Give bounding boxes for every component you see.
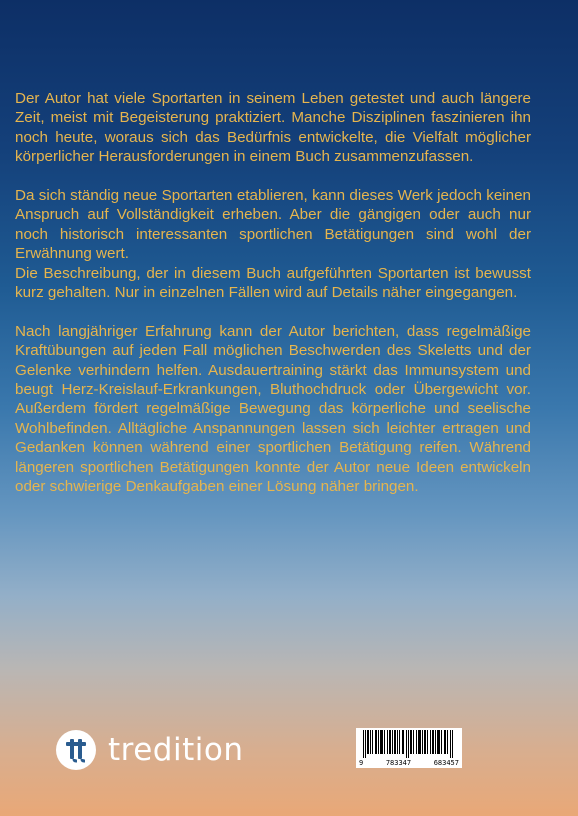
isbn-digits <box>356 759 462 767</box>
back-cover-blurb <box>15 89 531 497</box>
blurb-paragraph-1: Der Autor hat viele Sportarten in seinem Leben getestet und auch längere Zeit, meist mit Begeisterung praktiziert. Manche Disziplinen faszinieren ihn noch heute, woraus sich das Bedürfnis entwickelte, die Vielfalt möglicher körperlicher Herausforderungen in einem Buch zusammenzufassen. <box>15 90 531 166</box>
blurb-paragraph-3: Die Beschreibung, der in diesem Buch aufgeführten Sportarten ist bewusst kurz gehalten. Nur in einzelnen Fällen wird auf Details näher eingegangen. <box>15 264 531 302</box>
isbn-barcode <box>356 728 462 768</box>
publisher-name: tredition <box>108 732 244 768</box>
publisher-logo <box>56 730 243 770</box>
barcode-bars <box>363 730 455 758</box>
isbn-digit-first: 9 <box>359 759 364 767</box>
blurb-paragraph-2: Da sich ständig neue Sportarten etablieren, kann dieses Werk jedoch keinen Anspruch auf Vollständigkeit erheben. Aber die gängigen oder auch nur noch historisch interessanten sportlichen Betätigungen sind wohl der Erwähnung wert. <box>15 187 531 263</box>
blurb-paragraph-4: Nach langjähriger Erfahrung kann der Autor berichten, dass regelmäßige Kraftübungen auf jeden Fall möglichen Beschwerden des Skeletts und der Gelenke verhindern helfen. Ausdauertraining stärkt das Immunsystem und beugt Herz-Kreislauf-Erkrankungen, Bluthochdruck oder Übergewicht vor. Außerdem fördert regelmäßige Bewegung das körperliche und seelische Wohlbefinden. Alltägliche Anspannungen lassen sich leichter ertragen und Gedanken können während einer sportlichen Betätigung reifen. Während längeren sportlichen Betätigungen konnte der Autor neue Ideen entwickeln oder schwierige Denkaufgaben einer Lösung näher bringen. <box>15 322 531 496</box>
isbn-digits-left: 783347 <box>385 759 412 767</box>
isbn-digits-right: 683457 <box>433 759 459 767</box>
tredition-logo-icon <box>56 730 96 770</box>
